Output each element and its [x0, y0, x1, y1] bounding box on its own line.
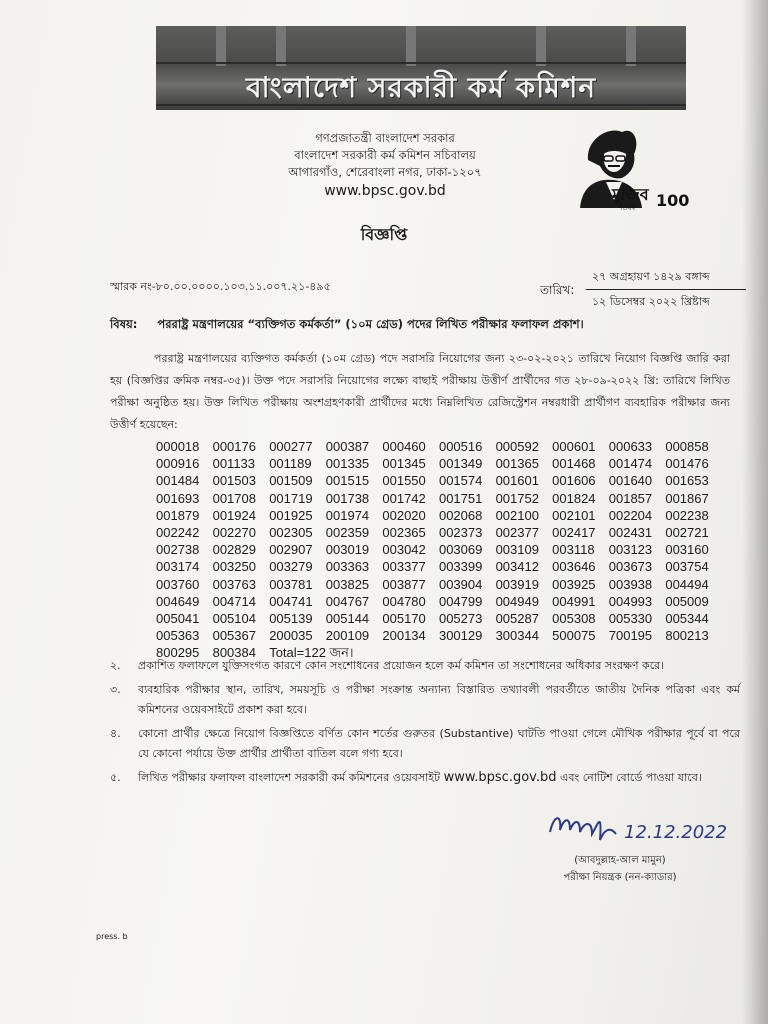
registration-number: 002100 [495, 507, 539, 523]
registration-number: 003019 [325, 542, 370, 558]
registration-number: 005144 [325, 611, 370, 627]
registration-number: 001653 [665, 473, 709, 489]
date-bangla: ২৭ অগ্রহায়ণ ১৪২৯ বঙ্গাব্দ [586, 268, 746, 290]
memo-number: স্মারক নং-৮০.০০.০০০০.১০৩.১১.০০৭.২১-৪৯৫ [110, 280, 331, 293]
registration-number-list [156, 438, 726, 662]
registration-number: 800295 [156, 645, 200, 661]
registration-number: 001509 [269, 473, 313, 489]
item-text-before: লিখিত পরীক্ষার ফলাফল বাংলাদেশ সরকারী কর্ম কমিশনের ওয়েবসাইট [138, 771, 441, 784]
registration-number: 001189 [269, 456, 312, 472]
registration-number: 001824 [552, 490, 596, 506]
registration-number: 001515 [325, 473, 370, 489]
registration-number: 003754 [665, 559, 709, 575]
registration-number: 001924 [212, 507, 256, 523]
date-label: তারিখ: [540, 283, 575, 297]
item-text [138, 768, 740, 788]
registration-number: 300344 [495, 628, 539, 644]
item-number: ৫. [110, 771, 121, 784]
registration-number: 000916 [156, 456, 200, 472]
svg-text:মুজিব: মুজিব [612, 185, 649, 204]
registration-number: 001574 [438, 473, 483, 489]
registration-number: 003412 [495, 559, 539, 575]
registration-number: 003938 [608, 576, 653, 592]
registration-number: 005170 [382, 611, 426, 627]
registration-number: 003118 [552, 542, 595, 558]
list-item [110, 680, 740, 720]
registration-number: 002907 [269, 542, 313, 558]
table-row [156, 593, 726, 610]
registration-number: 700195 [608, 628, 653, 644]
registration-number: 002242 [156, 525, 200, 541]
list-item [110, 656, 740, 676]
registration-number: 001349 [438, 456, 483, 472]
registration-number: 001503 [212, 473, 256, 489]
registration-number: 004741 [269, 593, 313, 609]
registration-number: 001484 [156, 473, 200, 489]
header-line-1: গণপ্রজাতন্ত্রী বাংলাদেশ সরকার [315, 131, 455, 145]
registration-number: 001867 [665, 490, 709, 506]
registration-number: 200035 [269, 628, 313, 644]
signatory-name: (আবদুল্লাহ-আল মামুন) [574, 855, 666, 866]
registration-number: 003646 [552, 559, 596, 575]
subject-text: পররাষ্ট্র মন্ত্রণালয়ের “ব্যক্তিগত কর্মকর্তা” (১০ম গ্রেড) পদের লিখিত পরীক্ষার ফলাফল প্রকাশ। [157, 317, 584, 331]
registration-number: 200134 [382, 628, 426, 644]
registration-number: 000601 [552, 439, 596, 454]
registration-number: 002738 [156, 542, 200, 558]
registration-number: 004799 [438, 593, 483, 609]
registration-number: 500075 [552, 628, 596, 644]
page-shadow [742, 0, 768, 1024]
item-text: প্রকাশিত ফলাফলে যুক্তিসংগত কারণে কোন সংশোধনের প্রয়োজন হলে কর্ম কমিশন তা সংশোধনের অধিকার সংরক্ষণ করে। [138, 659, 665, 672]
signatory [545, 852, 695, 886]
registration-number: 004780 [382, 593, 426, 609]
banner-title: বাংলাদেশ সরকারী কর্ম কমিশন [245, 71, 597, 104]
table-row [156, 541, 726, 558]
registration-number: 001751 [438, 490, 483, 506]
registration-number: 001474 [608, 456, 653, 472]
table-row [156, 472, 726, 489]
registration-number: 005041 [156, 611, 200, 627]
registration-number: 003174 [156, 559, 200, 575]
registration-number: 001345 [382, 456, 426, 472]
registration-number: 003160 [665, 542, 709, 558]
header-line-3: আগারগাঁও, শেরেবাংলা নগর, ঢাকা-১২০৭ [288, 165, 482, 179]
registration-number: 005287 [495, 611, 539, 627]
registration-number: 003781 [269, 576, 313, 592]
registration-number: 003069 [438, 542, 483, 558]
svg-text:শতবর্ষ: শতবর্ষ [618, 204, 636, 212]
registration-number: 000018 [156, 439, 200, 454]
registration-number: 003250 [212, 559, 256, 575]
registration-number: 001476 [665, 456, 709, 472]
registration-number: 000277 [269, 439, 313, 454]
list-item [110, 724, 740, 764]
registration-number: 005363 [156, 628, 200, 644]
registration-number: 001719 [269, 490, 313, 506]
registration-number: 002373 [438, 525, 483, 541]
registration-number: 005009 [665, 593, 709, 609]
date-block [586, 268, 746, 312]
registration-number: 005273 [438, 611, 483, 627]
registration-number: 002305 [269, 525, 313, 541]
registration-number: 000460 [382, 439, 426, 454]
registration-number: 001601 [495, 473, 539, 489]
registration-number: 001468 [552, 456, 596, 472]
table-row [156, 455, 726, 472]
registration-number: 004993 [608, 593, 653, 609]
registration-number: 001857 [608, 490, 653, 506]
registration-number: 002721 [665, 525, 709, 541]
registration-number: 000633 [608, 439, 653, 454]
header-banner [156, 26, 686, 110]
website-link[interactable]: www.bpsc.gov.bd [443, 770, 557, 785]
date-english: ১২ ডিসেম্বর ২০২২ খ্রিষ্টাব্দ [592, 295, 710, 308]
registration-number: 003760 [156, 576, 200, 592]
registration-number: 001133 [212, 456, 256, 472]
registration-number: 002417 [552, 525, 596, 541]
registration-number: 002829 [212, 542, 256, 558]
registration-number: 003123 [608, 542, 653, 558]
registration-number: 001550 [382, 473, 426, 489]
registration-number: 003763 [212, 576, 256, 592]
total-count: Total=122 জন। [269, 645, 354, 661]
item-number: ৩. [110, 683, 121, 696]
registration-number: 002020 [382, 507, 426, 523]
item-text-after: এবং নোটিশ বোর্ডে পাওয়া যাবে। [559, 771, 702, 784]
registration-number: 003904 [438, 576, 483, 592]
notice-title: বিজ্ঞপ্তি [360, 225, 408, 244]
table-row [156, 558, 726, 575]
registration-number: 000176 [212, 439, 256, 454]
registration-number: 003919 [495, 576, 539, 592]
registration-number: 005330 [608, 611, 653, 627]
registration-number: 002377 [495, 525, 539, 541]
registration-number: 004767 [325, 593, 370, 609]
registration-number: 003109 [495, 542, 539, 558]
registration-number: 005367 [212, 628, 256, 644]
body-paragraph: পররাষ্ট্র মন্ত্রণালয়ের ব্যক্তিগত কর্মকর্তা (১০ম গ্রেড) পদে সরাসরি নিয়োগের জন্য ২৩-০২-২০২১ তারিখে নিয়োগ বিজ্ঞপ্তি জারি করা হয় (বিজ্ঞপ্তির ক্রমিক নম্বর-৩৫)। উক্ত পদে সরাসরি নিয়োগের লক্ষ্যে বাছাই পরীক্ষায় উত্তীর্ণ প্রার্থীদের গত ২৮-০৯-২০২২ খ্রি: তারিখে লিখিত পরীক্ষা অনুষ্ঠিত হয়। উক্ত লিখিত পরীক্ষায় অংশগ্রহণকারী প্রার্থীদের মধ্যে নিম্নলিখিত রেজিস্ট্রেশন নম্বরধারী প্রার্থীগণ ব্যবহারিক পরীক্ষার জন্য উত্তীর্ণ হয়েছেন: [110, 352, 730, 431]
registration-number: 003399 [438, 559, 483, 575]
list-item [110, 768, 740, 788]
registration-number: 005104 [212, 611, 256, 627]
registration-number: 002068 [438, 507, 483, 523]
header-website: www.bpsc.gov.bd [324, 183, 446, 199]
registration-number: 004494 [665, 576, 709, 592]
registration-number: 001335 [325, 456, 370, 472]
registration-number: 002238 [665, 507, 709, 523]
table-row [156, 524, 726, 541]
registration-number: 003925 [552, 576, 596, 592]
registration-number: 002365 [382, 525, 426, 541]
registration-number: 005308 [552, 611, 596, 627]
registration-number: 000387 [325, 439, 370, 454]
table-row [156, 507, 726, 524]
svg-text:12.12.2022: 12.12.2022 [624, 822, 728, 843]
item-number: ৪. [110, 727, 121, 740]
registration-number: 300129 [438, 628, 483, 644]
registration-number: 005344 [665, 611, 709, 627]
registration-number: 003363 [325, 559, 370, 575]
registration-number: 003673 [608, 559, 653, 575]
registration-number: 000592 [495, 439, 539, 454]
svg-text:100: 100 [656, 191, 690, 210]
registration-number: 001925 [269, 507, 313, 523]
registration-number: 004649 [156, 593, 200, 609]
registration-number: 200109 [325, 628, 370, 644]
registration-number: 001693 [156, 490, 200, 506]
item-text: ব্যবহারিক পরীক্ষার স্থান, তারিখ, সময়সূচি ও পরীক্ষা সংক্রান্ত অন্যান্য বিস্তারিত তথ্যাবলী পরবর্তীতে জাতীয় দৈনিক পত্রিকা এবং কর্ম কমিশনের ওয়েবসাইটে প্রকাশ করা হবে। [138, 683, 740, 716]
registration-number: 003377 [382, 559, 426, 575]
table-row [156, 610, 726, 627]
subject-label: বিষয়: [110, 317, 138, 331]
table-row [156, 490, 726, 507]
registration-number: 003877 [382, 576, 426, 592]
registration-number: 001365 [495, 456, 539, 472]
registration-number: 001640 [608, 473, 653, 489]
registration-number: 800384 [212, 645, 256, 661]
registration-number: 002431 [608, 525, 653, 541]
registration-number: 001708 [212, 490, 256, 506]
registration-number: 000516 [438, 439, 483, 454]
registration-number: 002204 [608, 507, 653, 523]
registration-number: 003042 [382, 542, 426, 558]
notice-items [110, 656, 740, 792]
registration-number: 004714 [212, 593, 256, 609]
item-number: ২. [110, 659, 121, 672]
registration-number: 004991 [552, 593, 596, 609]
table-row [156, 627, 726, 644]
registration-number: 001752 [495, 490, 539, 506]
signature-mark [540, 800, 760, 850]
registration-number: 005139 [269, 611, 313, 627]
registration-number: 001974 [325, 507, 370, 523]
registration-number: 800213 [665, 628, 709, 644]
signatory-title: পরীক্ষা নিয়ন্ত্রক (নন-ক্যাডার) [563, 872, 677, 883]
registration-number: 003279 [269, 559, 313, 575]
registration-number: 001738 [325, 490, 370, 506]
registration-number: 004949 [495, 593, 539, 609]
registration-number: 001742 [382, 490, 426, 506]
table-row [156, 576, 726, 593]
mujib-100-logo-icon [560, 120, 690, 212]
footer-note: press. b [96, 932, 128, 941]
office-header [250, 130, 520, 201]
registration-number: 002270 [212, 525, 256, 541]
header-line-2: বাংলাদেশ সরকারী কর্ম কমিশন সচিবালয় [294, 148, 476, 162]
table-row [156, 438, 726, 455]
registration-number: 000858 [665, 439, 709, 454]
registration-number: 002359 [325, 525, 370, 541]
registration-number: 003825 [325, 576, 370, 592]
item-text: কোনো প্রার্থীর ক্ষেত্রে নিয়োগ বিজ্ঞপ্তিতে বর্ণিত কোন শর্তের গুরুতর (Substantive) ঘাটতি পাওয়া গেলে মৌখিক পরীক্ষার পূর্বে বা পরে যে কোনো পর্যায়ে উক্ত প্রার্থীর প্রার্থীতা বাতিল বলে গণ্য হবে। [138, 727, 740, 760]
registration-number: 002101 [552, 507, 596, 523]
subject-line [110, 316, 730, 335]
registration-number: 001606 [552, 473, 596, 489]
registration-number: 001879 [156, 507, 200, 523]
